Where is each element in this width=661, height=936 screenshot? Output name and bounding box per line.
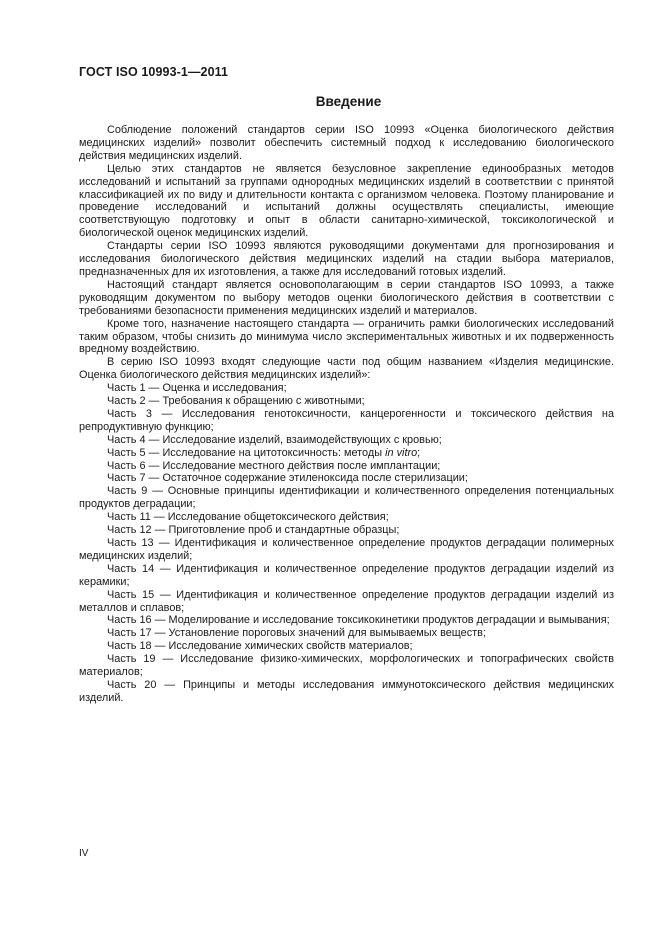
part-item: Часть 3 — Исследования генотоксичности, канцерогенности и токсического действия на репродуктивную функцию; xyxy=(79,407,614,433)
paragraph: Целью этих стандартов не является безусловное закрепление единообразных методов исследований и испытаний за группами однородных медицинских изделий в соответствии с принятой классификацией их по виду и длительности контакта с организмом человека. Поэтому планирование и проведение исследований и испытаний должны осуществлять специалисты, имеющие соответствующую подготовку и опыт в области санитарно-химической, токсикологической и биологической оценок медицинских изделий. xyxy=(79,162,614,240)
part-item: Часть 12 — Приготовление проб и стандартные образцы; xyxy=(107,524,400,537)
part-item: Часть 16 — Моделирование и исследование токсикокинетики продуктов деградации и вымывания; xyxy=(107,614,610,627)
part-item: Часть 15 — Идентификация и количественное определение продуктов деградации изделий из металлов и сплавов; xyxy=(79,588,614,614)
paragraph: В серию ISO 10993 входят следующие части под общим названием «Изделия медицинские. Оценка биологического действия медицинских изделий»: xyxy=(79,356,614,382)
part-item-italic: in vitro xyxy=(385,446,418,459)
part-item: Часть 18 — Исследование химических свойств материалов; xyxy=(107,640,413,653)
part-item: Часть 6 — Исследование местного действия после имплантации; xyxy=(107,459,441,472)
part-item: Часть 11 — Исследование общетоксического действия; xyxy=(107,511,389,524)
paragraph: Кроме того, назначение настоящего стандарта — ограничить рамки биологических исследований таким образом, чтобы снизить до минимума число экспериментальных животных и их подверженность вредному воздействию. xyxy=(79,317,614,356)
document-id: ГОСТ ISO 10993-1—2011 xyxy=(79,65,229,79)
part-item xyxy=(79,447,614,460)
part-item: Часть 13 — Идентификация и количественное определение продуктов деградации полимерных медицинских изделий; xyxy=(79,537,614,562)
page-number: IV xyxy=(79,848,89,859)
part-item: Часть 7 — Остаточное содержание этиленоксида после стерилизации; xyxy=(107,472,468,485)
part-item: Часть 19 — Исследование физико-химических, морфологических и топографических свойств материалов; xyxy=(79,653,614,679)
part-item: Часть 4 — Исследование изделий, взаимодействующих с кровью; xyxy=(107,433,442,446)
part-item: Часть 17 — Установление пороговых значений для вымываемых веществ; xyxy=(107,627,486,640)
part-item-text: Часть 5 — Исследование на цитотоксичность: методы xyxy=(107,446,386,459)
part-item: Часть 14 — Идентификация и количественное определение продуктов деградации изделий из керамики; xyxy=(79,562,614,588)
part-item: Часть 20 — Принципы и методы исследования иммунотоксического действия медицинских изделий. xyxy=(79,678,614,704)
body-text xyxy=(79,124,614,705)
part-item: Часть 9 — Основные принципы идентификации и количественного определения потенциальных продуктов деградации; xyxy=(79,485,614,511)
paragraph: Соблюдение положений стандартов серии ISO 10993 «Оценка биологического действия медицинских изделий» позволит обеспечить системный подход к исследованию биологического действия медицинских изделий. xyxy=(79,124,614,162)
paragraph: Настоящий стандарт является основополагающим в серии стандартов ISO 10993, а также руководящим документом по выбору методов оценки биологического действия в соответствии с требованиями безопасности применения медицинских изделий и материалов. xyxy=(79,278,614,317)
part-item: Часть 2 — Требования к обращению с животными; xyxy=(107,395,365,408)
part-item: Часть 1 — Оценка и исследования; xyxy=(107,382,287,395)
paragraph: Стандарты серии ISO 10993 являются руководящими документами для прогнозирования и исследования биологического действия медицинских изделий на стадии выбора материалов, предназначенных для их изготовления, а также для исследований готовых изделий. xyxy=(79,240,614,278)
part-item-end: ; xyxy=(417,446,421,459)
section-title: Введение xyxy=(315,94,382,109)
